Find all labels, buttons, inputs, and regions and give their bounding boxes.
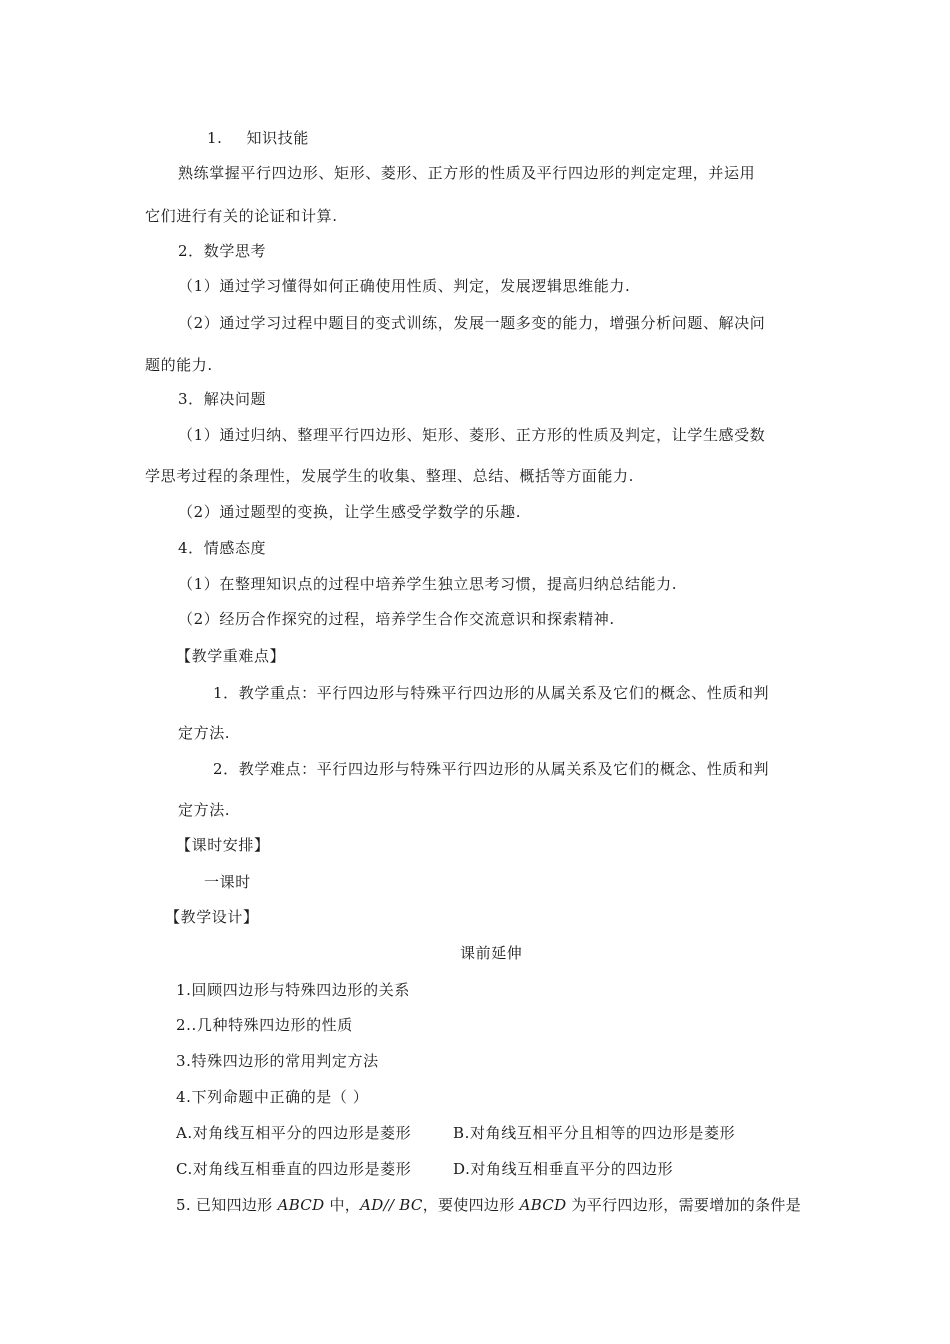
section-3-heading: 3．解决问题	[178, 390, 267, 408]
option-a: A.对角线互相平分的四边形是菱形	[176, 1124, 412, 1142]
question-5	[176, 1195, 801, 1215]
key-point-item: 1．教学重点：平行四边形与特殊平行四边形的从属关系及它们的概念、性质和判	[213, 684, 770, 702]
design-heading: 【教学设计】	[165, 908, 259, 926]
list-item: （2）通过学习过程中题目的变式训练，发展一题多变的能力，增强分析问题、解决问	[178, 314, 766, 332]
question-item: 3.特殊四边形的常用判定方法	[176, 1052, 379, 1070]
list-item: （2）经历合作探究的过程，培养学生合作交流意识和探索精神.	[178, 610, 615, 628]
section-2-heading: 2．数学思考	[178, 242, 267, 260]
option-b: B.对角线互相平分且相等的四边形是菱形	[453, 1124, 736, 1142]
paragraph-line: 它们进行有关的论证和计算.	[145, 207, 338, 225]
section-1-title: 知识技能	[246, 129, 309, 147]
key-points-heading: 【教学重难点】	[176, 647, 286, 665]
question-item: 2..几种特殊四边形的性质	[176, 1016, 353, 1034]
list-item: （1）通过学习懂得如何正确使用性质、判定，发展逻辑思维能力.	[178, 277, 631, 295]
list-item: （2）通过题型的变换，让学生感受学数学的乐趣.	[178, 503, 522, 521]
question-item: 4.下列命题中正确的是（ ）	[176, 1088, 369, 1106]
list-item-continuation: 题的能力.	[145, 356, 213, 374]
list-item: （1）通过归纳、整理平行四边形、矩形、菱形、正方形的性质及判定，让学生感受数	[178, 426, 766, 444]
center-title: 课前延伸	[460, 944, 523, 962]
q5-text: 为平行四边形，需要增加的条件是	[566, 1196, 801, 1214]
list-item-continuation: 学思考过程的条理性，发展学生的收集、整理、总结、概括等方面能力.	[145, 467, 634, 485]
q5-text: 中，	[324, 1196, 361, 1214]
section-4-heading: 4．情感态度	[178, 539, 267, 557]
key-point-item: 2．教学难点：平行四边形与特殊平行四边形的从属关系及它们的概念、性质和判	[213, 760, 770, 778]
section-1-number: 1.	[207, 129, 223, 147]
q5-math: ABCD	[519, 1196, 567, 1214]
q5-math: AD// BC	[360, 1196, 423, 1214]
option-c: C.对角线互相垂直的四边形是菱形	[176, 1160, 412, 1178]
q5-math: ABCD	[277, 1196, 325, 1214]
section-1-heading	[207, 128, 309, 148]
paragraph-line: 熟练掌握平行四边形、矩形、菱形、正方形的性质及平行四边形的判定定理，并运用	[178, 164, 756, 182]
option-d: D.对角线互相垂直平分的四边形	[453, 1160, 674, 1178]
list-item: （1）在整理知识点的过程中培养学生独立思考习惯，提高归纳总结能力.	[178, 575, 678, 593]
schedule-heading: 【课时安排】	[176, 836, 270, 854]
q5-text: 5. 已知四边形	[176, 1196, 278, 1214]
q5-text: ，要使四边形	[422, 1196, 520, 1214]
key-point-continuation: 定方法.	[178, 724, 231, 742]
question-item: 1.回顾四边形与特殊四边形的关系	[176, 981, 410, 999]
schedule-value: 一课时	[204, 873, 251, 891]
key-point-continuation: 定方法.	[178, 801, 231, 819]
